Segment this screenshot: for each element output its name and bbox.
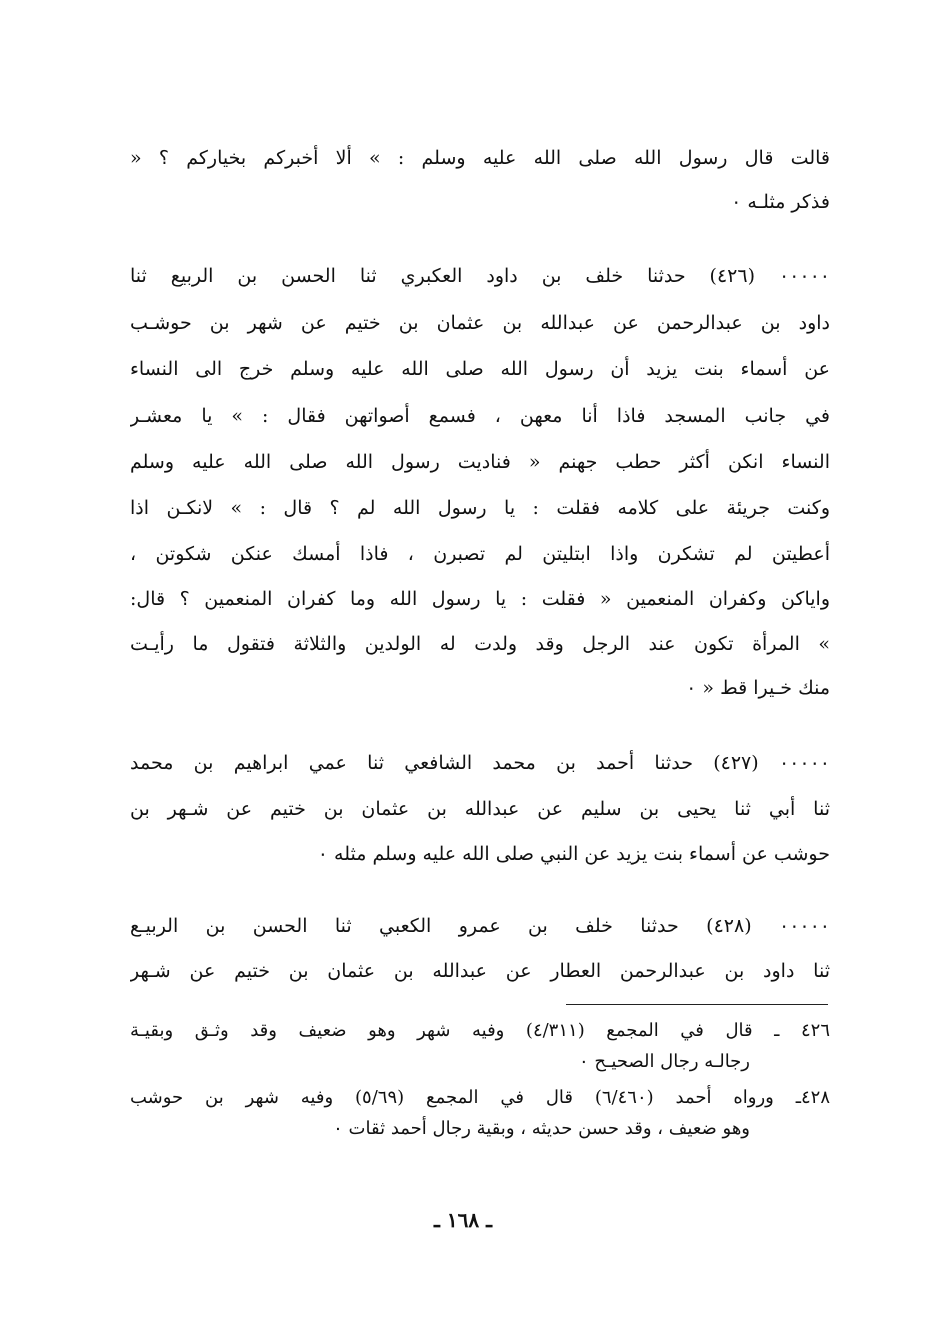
hadith-427-line: ٠٠٠٠٠ (٤٢٧) حدثنا أحمد بن محمد الشافعي ثنا عمي ابراهيم بن محمد xyxy=(130,752,830,774)
footnote-426-continuation: رجالـه رجال الصحيـح ٠ xyxy=(579,1051,750,1072)
hadith-426-line: في جانب المسجد فاذا أنا معهن ، فسمع أصواتهن فقال : » يا معشـر xyxy=(130,405,830,427)
hadith-426-line: أعطيتن لم تشكرن واذا ابتليتن لم تصبرن ، فاذا أمسك عنكن شكوتن ، xyxy=(130,543,830,565)
footnote-426: ٤٢٦ ـ قال في المجمع (٤/٣١١) وفيه شهر وهو ضعيف وقد وثـق وبقيـة xyxy=(130,1020,830,1041)
hadith-428-line: ٠٠٠٠٠ (٤٢٨) حدثنا خلف بن عمرو الكعبي ثنا الحسن بن الربيـع xyxy=(130,915,830,937)
hadith-426-line: » المرأة تكون عند الرجل وقد ولدت له الولدين والثلاثة فتقول ما رأيـت xyxy=(130,633,830,655)
footnote-428: ٤٢٨ـ ورواه أحمد (٦/٤٦٠) قال في المجمع (٥/٦٩) وفيه شهر بن حوشب xyxy=(130,1087,830,1108)
hadith-426-line: وكنت جريئة على كلامه فقلت : يا رسول الله لم ؟ قال : » لانكـن اذا xyxy=(130,497,830,519)
hadith-426-line: ٠٠٠٠٠ (٤٢٦) حدثنا خلف بن داود العكبري ثنا الحسن بن الربيع ثنا xyxy=(130,265,830,287)
hadith-427-line: حوشب عن أسماء بنت يزيد عن النبي صلى الله عليه وسلم مثله ٠ xyxy=(317,843,830,865)
hadith-427-line: ثنا أبي ثنا يحيى بن سليم عن عبدالله بن عثمان بن ختيم عن شـهر بن xyxy=(130,798,830,820)
text-line: فذكر مثلـه ٠ xyxy=(731,191,830,213)
text-line: قالت قال رسول الله صلى الله عليه وسلم : » ألا أخبركم بخياركم ؟ « xyxy=(130,147,830,169)
hadith-426-line: منك خـيرا قط « ٠ xyxy=(686,677,830,699)
footnote-separator xyxy=(566,1004,828,1005)
hadith-428-line: ثنا داود بن عبدالرحمن العطار عن عبدالله بن عثمان بن ختيم عن شـهر xyxy=(130,960,830,982)
page-number: ـ ١٦٨ ـ xyxy=(434,1208,492,1232)
hadith-426-line: النساء انكن أكثر حطب جهنم « فناديت رسول الله صلى الله عليه وسلم xyxy=(130,451,830,473)
footnote-428-continuation: وهو ضعيف ، وقد حسن حديثه ، وبقية رجال أحمد ثقات ٠ xyxy=(333,1118,750,1139)
hadith-426-line: داود بن عبدالرحمن عن عبدالله بن عثمان بن ختيم عن شهر بن حوشـب xyxy=(130,312,830,334)
hadith-426-line: عن أسماء بنت يزيد أن رسول الله صلى الله عليه وسلم خرج الى النساء xyxy=(130,358,830,380)
hadith-426-line: واياكن وكفران المنعمين « فقلت : يا رسول الله وما كفران المنعمين ؟ قال: xyxy=(130,588,830,610)
